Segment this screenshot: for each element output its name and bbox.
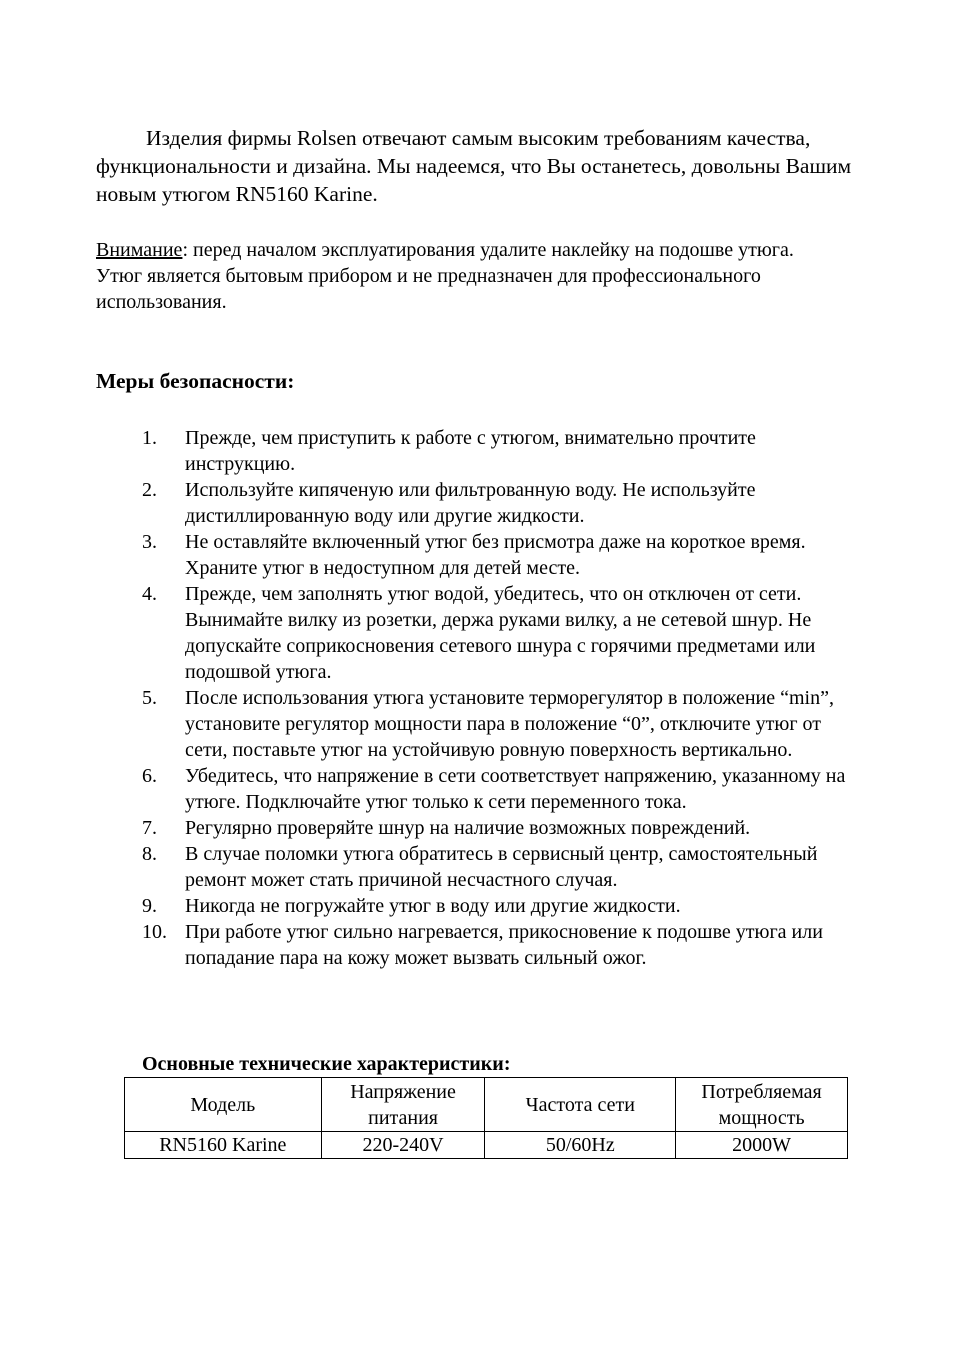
- list-item-number: 9.: [142, 895, 157, 917]
- intro-paragraph: [96, 124, 866, 208]
- list-item: [96, 581, 866, 685]
- list-item-number: 10.: [142, 921, 167, 943]
- list-item-text: Не оставляйте включенный утюг без присмотра даже на короткое время. Храните утюг в недоступном для детей месте.: [185, 531, 806, 579]
- intro-text: Изделия фирмы Rolsen отвечают самым высоким требованиям качества, функциональности и дизайна. Мы надеемся, что Вы останетесь, довольны Вашим новым утюгом RN5160 Karine.: [96, 126, 852, 206]
- list-item-number: 5.: [142, 687, 157, 709]
- cell-power: 2000W: [676, 1132, 848, 1159]
- cell-voltage: 220-240V: [321, 1132, 485, 1159]
- list-item: [96, 841, 866, 893]
- list-item-text: Регулярно проверяйте шнур на наличие возможных повреждений.: [185, 817, 751, 839]
- cell-frequency: 50/60Hz: [485, 1132, 676, 1159]
- specs-table: [124, 1077, 848, 1159]
- list-item-number: 3.: [142, 531, 157, 553]
- list-item-number: 4.: [142, 583, 157, 605]
- header-frequency: Частота сети: [485, 1078, 676, 1132]
- header-voltage: Напряжение питания: [321, 1078, 485, 1132]
- list-item-number: 2.: [142, 479, 157, 501]
- list-item-number: 7.: [142, 817, 157, 839]
- safety-heading: Меры безопасности:: [96, 369, 295, 393]
- attention-line: [96, 237, 866, 263]
- list-item-text: При работе утюг сильно нагревается, прикосновение к подошве утюга или попадание пара на кожу может вызвать сильный ожог.: [185, 921, 823, 969]
- list-item: [96, 919, 866, 971]
- table-row: [125, 1132, 848, 1159]
- header-model: Модель: [125, 1078, 322, 1132]
- attention-text: : перед началом эксплуатирования удалите наклейку на подошве утюга.: [182, 239, 794, 261]
- list-item: [96, 425, 866, 477]
- list-item-text: Прежде, чем приступить к работе с утюгом, внимательно прочтите инструкцию.: [185, 427, 756, 475]
- list-item-text: Прежде, чем заполнять утюг водой, убедитесь, что он отключен от сети. Вынимайте вилку из розетки, держа руками вилку, а не сетевой шнур. Не допускайте соприкосновения сетевого шнура с горячими предметами или подошвой утюга.: [185, 583, 816, 683]
- list-item-text: Используйте кипяченую или фильтрованную воду. Не используйте дистиллированную воду или другие жидкости.: [185, 479, 756, 527]
- list-item-text: После использования утюга установите терморегулятор в положение “min”, установите регулятор мощности пара в положение “0”, отключите утюг от сети, поставьте утюг на устойчивую ровную поверхность вертикально.: [185, 687, 834, 761]
- list-item: [96, 763, 866, 815]
- list-item-number: 1.: [142, 427, 157, 449]
- list-item-text: В случае поломки утюга обратитесь в сервисный центр, самостоятельный ремонт может стать причиной несчастного случая.: [185, 843, 818, 891]
- list-item: [96, 477, 866, 529]
- safety-list: [96, 425, 866, 971]
- cell-model: RN5160 Karine: [125, 1132, 322, 1159]
- list-item: [96, 893, 866, 919]
- attention-note: [96, 237, 866, 315]
- list-item-text: Никогда не погружайте утюг в воду или другие жидкости.: [185, 895, 681, 917]
- list-item-text: Убедитесь, что напряжение в сети соответствует напряжению, указанному на утюге. Подключайте утюг только к сети переменного тока.: [185, 765, 846, 813]
- list-item: [96, 685, 866, 763]
- list-item: [96, 529, 866, 581]
- usage-note: Утюг является бытовым прибором и не предназначен для профессионального использования.: [96, 265, 761, 313]
- list-item-number: 6.: [142, 765, 157, 787]
- list-item-number: 8.: [142, 843, 157, 865]
- header-power: Потребляемая мощность: [676, 1078, 848, 1132]
- specs-title: Основные технические характеристики:: [142, 1053, 511, 1075]
- table-header-row: [125, 1078, 848, 1132]
- list-item: [96, 815, 866, 841]
- attention-label: Внимание: [96, 239, 183, 261]
